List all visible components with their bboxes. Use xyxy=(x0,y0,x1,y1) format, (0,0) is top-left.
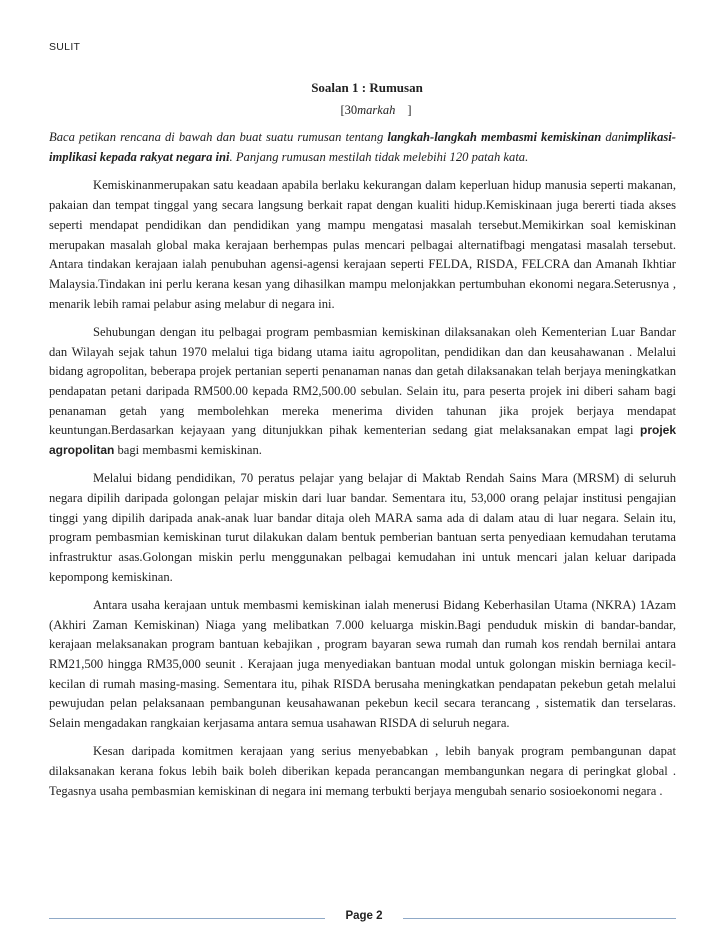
article-body xyxy=(49,128,676,810)
paragraph-2-text-1: Sehubungan dengan itu pelbagai program pembasmian kemiskinan dilaksanakan oleh Kementerian Luar Bandar dan Wilayah sejak tahun 1970 melalui tiga bidang utama iaitu agropolitan, pendidikan dan dan keusahawanan . Melalui bidang agropolitan, beberapa projek pertanian seperti penanaman nanas dan getah dilaksanakan telah berjaya meningkatkan pendapatan petani daripada RM500.00 kepada RM2,500.00 sebulan. Selain itu, para peserta projek ini diberi saham bagi penanaman getah yang membolehkan mereka menerima dividen tahunan jika projek berjaya mendapat keuntungan.Berdasarkan kejayaan yang ditunjukkan pihak kementerian sedang giat melaksanakan empat lagi xyxy=(49,324,676,438)
instruction-text-3: . Panjang rumusan mestilah tidak melebihi 120 patah kata. xyxy=(229,149,529,164)
instruction-emphasis-2: implikasi-implikasi kepada rakyat negara ini xyxy=(49,130,676,164)
page-number-text: Page 2 xyxy=(345,910,383,922)
question-title-text: Soalan 1 : Rumusan xyxy=(311,80,423,95)
page-number xyxy=(0,910,728,922)
instruction-text-2: dan xyxy=(601,130,625,144)
instruction-paragraph xyxy=(49,128,676,167)
paragraph-1: Kemiskinanmerupakan satu keadaan apabila berlaku kekurangan dalam keperluan hidup manusia seperti makanan, pakaian dan tempat tinggal yang secara langsung berkait rapat dengan kualiti hidup.Kemiskinaan juga bererti tiada akses seperti mendapat pendidikan dan pendidikan yang mampu mengatasi masalah tersebut.Memikirkan soal kemiskinan merupakan masalah global maka kerajaan berhempas pulas mencari pelbagai alternatifbagi mengatasi masalah tersebut. Antara tindakan kerajaan ialah penubuhan agensi-agensi kerajaan seperti FELDA, RISDA, FELCRA dan Amanah Ikhtiar Malaysia.Tindakan ini perlu kerana kesan yang dihasilkan mampu melonjakkan pertumbuhan ekonomi negara.Seterusnya , menarik lebih ramai pelabur asing melabur di negara ini. xyxy=(49,178,676,311)
instruction-emphasis-1: langkah-langkah membasmi kemiskinan xyxy=(387,130,602,144)
paragraph-2 xyxy=(49,323,676,461)
question-title xyxy=(0,80,728,96)
marks-close: ] xyxy=(407,103,412,117)
paragraph-4: Antara usaha kerajaan untuk membasmi kemiskinan ialah menerusi Bidang Keberhasilan Utama (NKRA) 1Azam (Akhiri Zaman Kemiskinan) Niaga yang melibatkan 7.000 keluarga miskin.Bagi penduduk miskin di bandar-bandar, kerajaan melaksanakan program bantuan kebajikan , program bayaran sewa rumah dan rumah kos rendah bernilai antara RM21,500 hingga RM35,000 seunit . Kerajaan juga menyediakan bantuan modal untuk golongan miskin berniaga kecil-kecilan di rumah masing-masing. Sementara itu, pihak RISDA berusaha meningkatkan pendapatan pekebun getah melalui pewujudan pelan pelaksanaan pembangunan keusahawanan pekebun kecil secara terancang , sistematik dan terselaras. Selain mengadakan rangkaian kerjasama antara semua usahawan RISDA di seluruh negara. xyxy=(49,597,676,731)
classification-label: SULIT xyxy=(49,41,81,53)
paragraph-5: Kesan daripada komitmen kerajaan yang serius menyebabkan , lebih banyak program pembangunan dapat dilaksanakan kerana fokus lebih baik boleh diberikan kepada perancangan membangunkan negara di peringkat global . Tegasnya usaha pembasmian kemiskinan di negara ini memang terbukti berjaya mengubah senario sosioekonomi negara . xyxy=(49,744,676,798)
marks-word: markah xyxy=(357,103,396,117)
paragraph-3: Melalui bidang pendidikan, 70 peratus pelajar yang belajar di Maktab Rendah Sains Mara (MRSM) di seluruh negara dipilih daripada golongan pelajar miskin dari luar bandar. Sementara itu, 53,000 orang pelajar institusi pengajian tinggi yang dipilih daripada anak-anak luar bandar ditaja oleh MARA sama ada di dalam atau di luar negara. Selain itu, program pembasmian kemiskinan turut dilakukan dalam bentuk pemberian bantuan serta penyediaan kemudahan terutama infrastruktur asas.Golongan miskin perlu menggunakan pelbagai kemudahan ini untuk mencari jalan keluar daripada kepompong kemiskinan. xyxy=(49,471,676,584)
paragraph-2-emphasis: projek agropolitan xyxy=(49,423,676,458)
marks-text xyxy=(328,103,411,118)
paragraph-2-text-2: bagi membasmi kemiskinan. xyxy=(114,443,262,458)
marks-open: [30 xyxy=(340,103,358,117)
instruction-text-1: Baca petikan rencana di bawah dan buat suatu rumusan tentang xyxy=(49,130,388,144)
marks-label xyxy=(0,103,728,118)
